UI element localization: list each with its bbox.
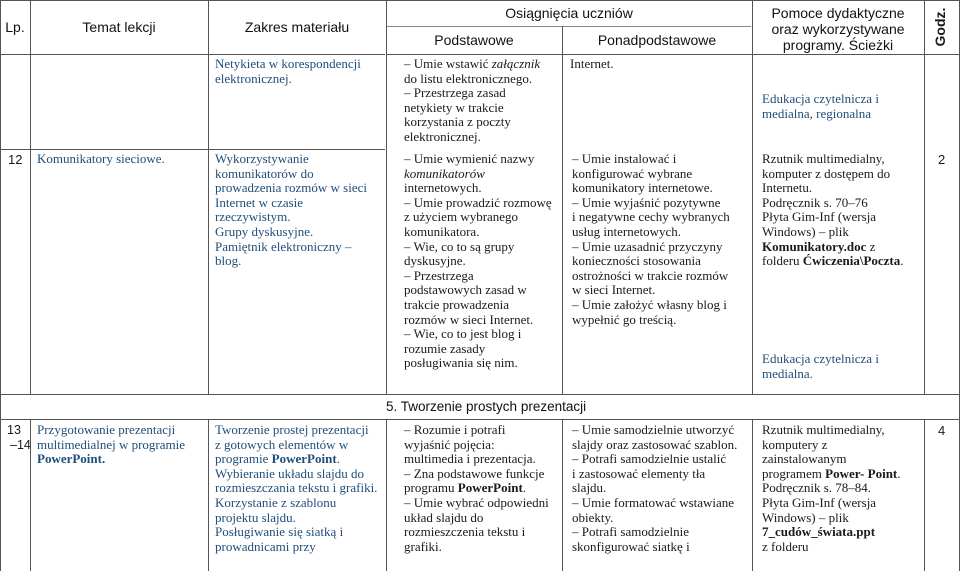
table-border-top [0,0,960,1]
row13-lp-b: –14 [10,437,31,452]
header-achievements-divider [387,26,751,27]
row13-ponad-line: obiekty. [572,509,614,525]
row13-podst-line [404,481,549,496]
row13-zakres-line: Wybieranie układu slajdu do [215,465,365,481]
row13-temat [37,423,185,467]
row12-ponad-line: – Umie założyć własny blog i [572,296,727,312]
row13-pomoce-line: zainstalowanym [762,451,847,467]
row13-ponad-line: – Potrafi samodzielnie [572,524,689,540]
row13-podst-line: rozmieszczenia tekstu i [404,524,526,540]
row12-lp: 12 [8,152,23,167]
top-pomoce-line: medialna, regionalna [762,105,872,121]
row12-podstawowe [404,152,552,371]
row12-ponad-line: – Umie instalować i [572,151,677,166]
row12-pomoce-line: komputer z dostępem do [762,165,891,181]
top-pomoce [762,92,879,121]
row12-pomoce-line: Internetu. [762,180,813,196]
row13-zakres-line: z gotowych elementów w [215,436,349,452]
header-pomoce [752,5,924,53]
row12-ponad [572,152,730,327]
top-podst-line [404,57,540,72]
top-podst-line: – Przestrzega zasad [404,85,506,101]
row12-podst-line: internetowych. [404,180,482,196]
row12-podst-line: komunikatorów [404,165,485,181]
row13-zakres [215,423,377,554]
header-lp: Lp. [5,19,25,35]
col-zakres-right-bottom [386,419,387,571]
row-divider-13 [0,419,960,420]
row13-zakres-l3-post: . [336,451,340,467]
row12-ponad-line: – Umie wyjaśnić pozytywne [572,194,721,210]
row12-podst-line: trakcie prowadzenia [404,296,510,312]
top-podst-line: korzystania z poczty [404,114,511,130]
row13-pomoce [762,423,901,554]
row12-ponad-line: komunikatory internetowe. [572,180,713,196]
col-podst-right-bottom [562,419,563,571]
row12-zakres-line: Pamiętnik elektroniczny – [215,238,352,254]
row12-pomoce-folder: Ćwiczenia\Poczta [802,253,901,269]
row12-zakres-line: komunikatorów do [215,165,314,181]
row13-lp-a: 13 [7,423,21,437]
header-podstawowe: Podstawowe [434,32,514,48]
row13-podst-line: – Umie wybrać odpowiedni [404,494,549,510]
row13-podst-l5-post: . [522,480,527,496]
row12-pomoce-line: Płyta Gim-Inf (wersja [762,209,877,225]
row13-podst-line: – Zna podstawowe funkcje [404,465,545,481]
row12-zakres-line: rzeczywistym. [215,209,291,225]
header-pomoce-line2: oraz wykorzystywane [771,21,905,37]
row13-zakres-line: rozmieszczania tekstu i grafiki. [215,480,378,496]
row13-zakres-line: Tworzenie prostej prezentacji [215,422,369,437]
row12-podst-line: rozumie zasady [404,340,486,356]
row13-podst-line: multimedia i prezentacja. [404,451,536,467]
row-divider-12 [0,149,385,150]
row-divider-section [0,394,960,395]
row13-temat-line: PowerPoint. [37,451,106,467]
top-podst-italic: załącznik [491,56,541,71]
row13-podstawowe [404,423,549,554]
header-ponadpodstawowe: Ponadpodstawowe [597,32,717,48]
top-podst-line: elektronicznej. [404,128,481,144]
row12-podst-line: – Wie, co to są grupy [404,238,515,254]
row13-pomoce-l4-pre: programem [762,465,826,481]
col-border-left [0,0,1,571]
row12-ponad-line: konfigurować wybrane [572,165,693,181]
header-pomoce-line3: programy. Ścieżki [782,37,894,53]
top-ponad [570,57,614,72]
row12-pomoce-edu-line: Edukacja czytelnicza i [762,351,879,366]
row13-zakres-line: Posługiwanie się siatką i [215,524,344,540]
row12-pomoce-line: Rzutnik multimedialny, [762,151,885,166]
top-podst-line: do listu elektronicznego. [404,70,533,86]
row13-pomoce-line: Płyta Gim-Inf (wersja [762,494,877,510]
row12-pomoce-folder-pre: folderu [762,253,803,269]
row12-ponad-line: w sieci Internet. [572,282,656,298]
row13-ponad-line: i zastosować elementy tła [572,465,706,481]
row13-ponad-line: skonfigurować siatkę i [572,538,690,554]
row13-podst-line: układ slajdu do [404,509,484,525]
header-osiagniecia: Osiągnięcia uczniów [505,5,633,21]
row13-pomoce-line [762,467,901,482]
header-bottom-right [387,54,960,55]
col-ponad-right-top [752,0,753,394]
row13-lp [7,423,31,452]
row13-zakres-l3-pre: programie [215,451,272,467]
row13-pomoce-line: z folderu [762,538,809,554]
row12-pomoce-folder-post: . [900,253,904,269]
row12-pomoce-z: z [866,238,876,254]
col-pomoce-right-top [924,0,925,394]
row12-pomoce-file-line [762,240,904,255]
header-zakres: Zakres materiału [244,19,350,35]
row12-ponad-line: wypełnić go treścią. [572,311,677,327]
row12-zakres [215,152,367,269]
row12-podst-line: – Umie prowadzić rozmowę [404,194,552,210]
row13-zakres-line: prowadnicami przy [215,538,316,554]
row12-ponad-line: konieczności stosowania [572,253,701,269]
col-podst-right-top [562,26,563,394]
top-pomoce-line: Edukacja czytelnicza i [762,91,879,106]
row13-ponad-line: – Umie samodzielnie utworzyć [572,422,735,437]
row13-godz: 4 [938,423,946,438]
row13-pomoce-line: Windows) – plik [762,509,849,525]
row13-pomoce-line: komputery z [762,436,828,452]
row13-temat-line: Przygotowanie prezentacji [37,422,176,437]
section-5-title: 5. Tworzenie prostych prezentacji [386,399,587,414]
row12-podst-line: rozmów w sieci Internet. [404,311,534,327]
row13-podst-line: – Rozumie i potrafi [404,422,506,437]
row12-pomoce-folder-line [762,254,904,269]
top-podst-text: – Umie wstawić załącznik [404,56,541,71]
col-ponad-right-bottom [752,419,753,571]
top-zakres-line: elektronicznej. [215,70,292,86]
row13-ponad-line: – Umie formatować wstawiane [572,494,735,510]
row13-zakres-l3-bold: PowerPoint [271,451,337,467]
row12-podst-line: komunikatora. [404,223,480,239]
row12-pomoce-line: Windows) – plik [762,223,849,239]
row12-pomoce-file: Komunikatory.doc [762,238,867,254]
row12-temat: Komunikatory sieciowe. [37,151,165,166]
row13-ponad [572,423,737,554]
row12-zakres-line: Internet w czasie [215,194,304,210]
row12-podst-line: – Przestrzega [404,267,474,283]
row12-zakres-line: Grupy dyskusyjne. [215,223,314,239]
row13-pomoce-l4-post: . [897,465,901,481]
row12-podst-line: – Umie wymienić nazwy [404,151,535,166]
row12-godz: 2 [938,152,946,167]
row13-ponad-line: – Potrafi samodzielnie ustalić [572,451,727,467]
row13-podst-l5-pre: programu [404,480,458,496]
row12-podst-line: – Wie, co to jest blog i [404,326,522,342]
row12-ponad-line: – Umie uzasadnić przyczyny [572,238,723,254]
row13-zakres-line: Korzystanie z szablonu [215,494,337,510]
row12-ponad-line: ostrożności w trakcie rozmów [572,267,729,283]
top-zakres [215,57,361,86]
col-lp-right-top [30,0,31,394]
row13-zakres-line [215,452,377,467]
col-temat-right-top [208,0,209,394]
row13-ponad-line: slajdu. [572,480,607,496]
row13-podst-line: wyjaśnić pojęcia: [404,436,495,452]
row12-podst-line: dyskusyjne. [404,253,466,269]
header-godz: Godz. [932,7,948,47]
row12-pomoce-edu [762,352,879,381]
top-ponad-line: Internet. [570,56,614,71]
top-podstawowe [404,57,540,145]
row12-zakres-line: prowadzenia rozmów w sieci [215,180,367,196]
row12-podst-line: posługiwania się nim. [404,355,518,371]
row12-zakres-line: blog. [215,253,242,269]
row12-podst-line: z użyciem wybranego [404,209,519,225]
col-temat-right-bottom [208,419,209,571]
row12-podst-line: podstawowych zasad w [404,282,527,298]
row13-ponad-line: slajdy oraz zastosować szablon. [572,436,738,452]
top-zakres-line: Netykieta w korespondencji [215,56,361,71]
row12-ponad-line: usług internetowych. [572,223,682,239]
row13-pomoce-line: Rzutnik multimedialny, [762,422,885,437]
top-podst-line: netykiety w trakcie [404,99,504,115]
row12-pomoce [762,152,904,269]
col-zakres-right-top [386,0,387,394]
row12-pomoce-edu-line: medialna. [762,365,813,381]
row13-temat-line: multimedialnej w programie [37,436,186,452]
row13-podst-line: grafiki. [404,538,442,554]
row13-pomoce-file: 7_cudów_świata.ppt [762,524,876,540]
row13-podst-l5-bold: PowerPoint [457,480,523,496]
header-temat: Temat lekcji [82,19,156,35]
col-pomoce-right-bottom [924,419,925,571]
row13-pomoce-line: Podręcznik s. 78–84. [762,480,872,496]
header-pomoce-line1: Pomoce dydaktyczne [771,5,905,21]
row13-zakres-line: projektu slajdu. [215,509,296,525]
header-bottom-left [0,54,385,55]
row12-ponad-line: i negatywne cechy wybranych [572,209,730,225]
row12-zakres-line: Wykorzystywanie [215,151,309,166]
row13-pomoce-l4-bold: Power- Point [825,465,898,481]
row12-pomoce-line: Podręcznik s. 70–76 [762,194,868,210]
